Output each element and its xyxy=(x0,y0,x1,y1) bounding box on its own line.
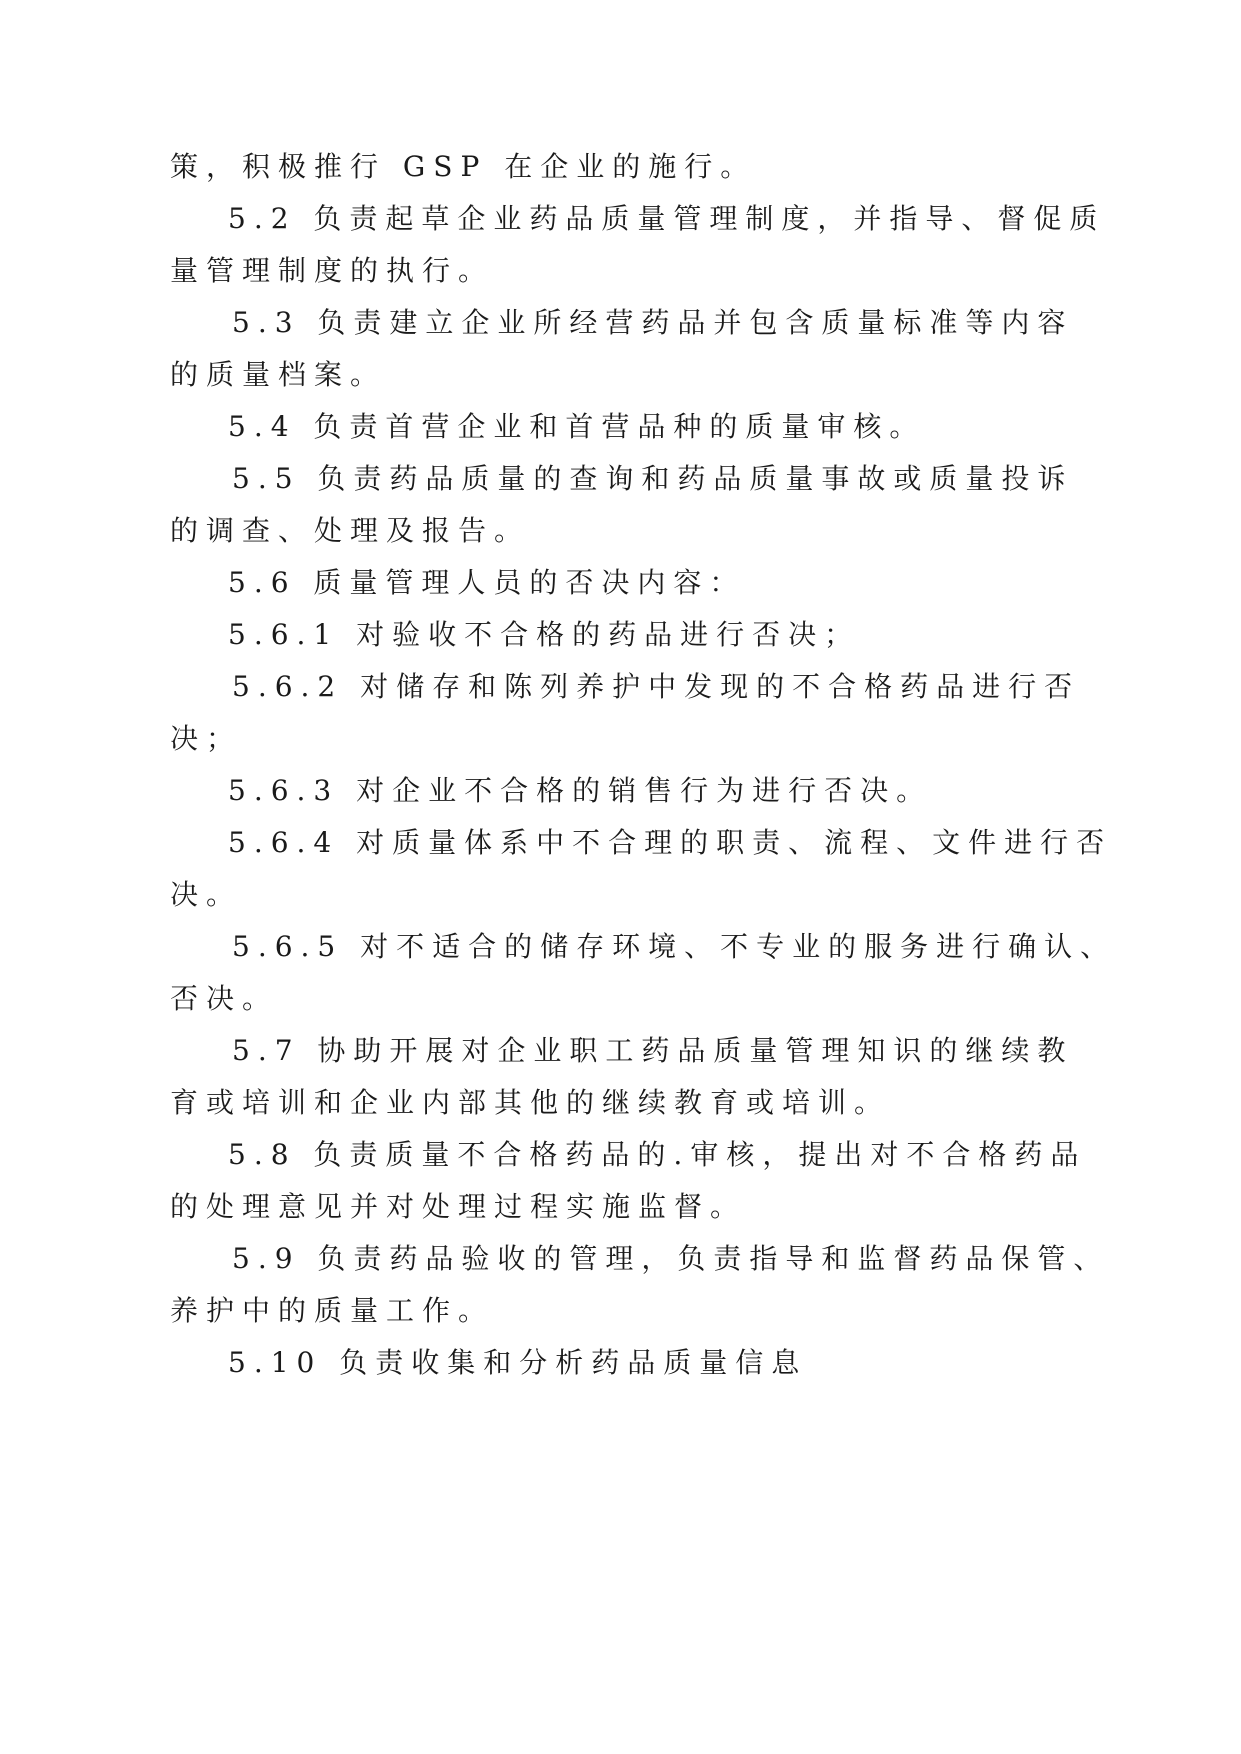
text-line: 决； xyxy=(170,722,243,755)
text-line: 的处理意见并对处理过程实施监督。 xyxy=(170,1190,747,1223)
text-line: 5.7 协助开展对企业职工药品质量管理知识的继续教 xyxy=(232,1034,1074,1067)
text-line: 养护中的质量工作。 xyxy=(170,1294,495,1327)
text-line: 5.5 负责药品质量的查询和药品质量事故或质量投诉 xyxy=(232,462,1074,495)
text-line: 5.6 质量管理人员的否决内容： xyxy=(228,566,746,599)
text-line: 5.6.5 对不适合的储存环境、不专业的服务进行确认、 xyxy=(232,930,1117,963)
text-line: 5.4 负责首营企业和首营品种的质量审核。 xyxy=(228,410,926,443)
text-line: 策，积极推行 GSP 在企业的施行。 xyxy=(170,150,757,183)
text-line: 的调查、处理及报告。 xyxy=(170,514,531,547)
text-line: 5.2 负责起草企业药品质量管理制度，并指导、督促质 xyxy=(228,202,1106,235)
text-line: 的质量档案。 xyxy=(170,358,387,391)
text-line: 育或培训和企业内部其他的继续教育或培训。 xyxy=(170,1086,891,1119)
text-line: 决。 xyxy=(170,878,243,911)
text-line: 5.6.4 对质量体系中不合理的职责、流程、文件进行否 xyxy=(228,826,1113,859)
text-line: 5.6.2 对储存和陈列养护中发现的不合格药品进行否 xyxy=(232,670,1081,703)
text-line: 5.6.3 对企业不合格的销售行为进行否决。 xyxy=(228,774,933,807)
text-line: 5.3 负责建立企业所经营药品并包含质量标准等内容 xyxy=(232,306,1074,339)
text-line: 否决。 xyxy=(170,982,279,1015)
text-line: 5.8 负责质量不合格药品的.审核，提出对不合格药品 xyxy=(228,1138,1087,1171)
text-line: 量管理制度的执行。 xyxy=(170,254,495,287)
text-line: 5.9 负责药品验收的管理，负责指导和监督药品保管、 xyxy=(232,1242,1110,1275)
text-line: 5.10 负责收集和分析药品质量信息 xyxy=(228,1346,808,1379)
text-line: 5.6.1 对验收不合格的药品进行否决； xyxy=(228,618,861,651)
